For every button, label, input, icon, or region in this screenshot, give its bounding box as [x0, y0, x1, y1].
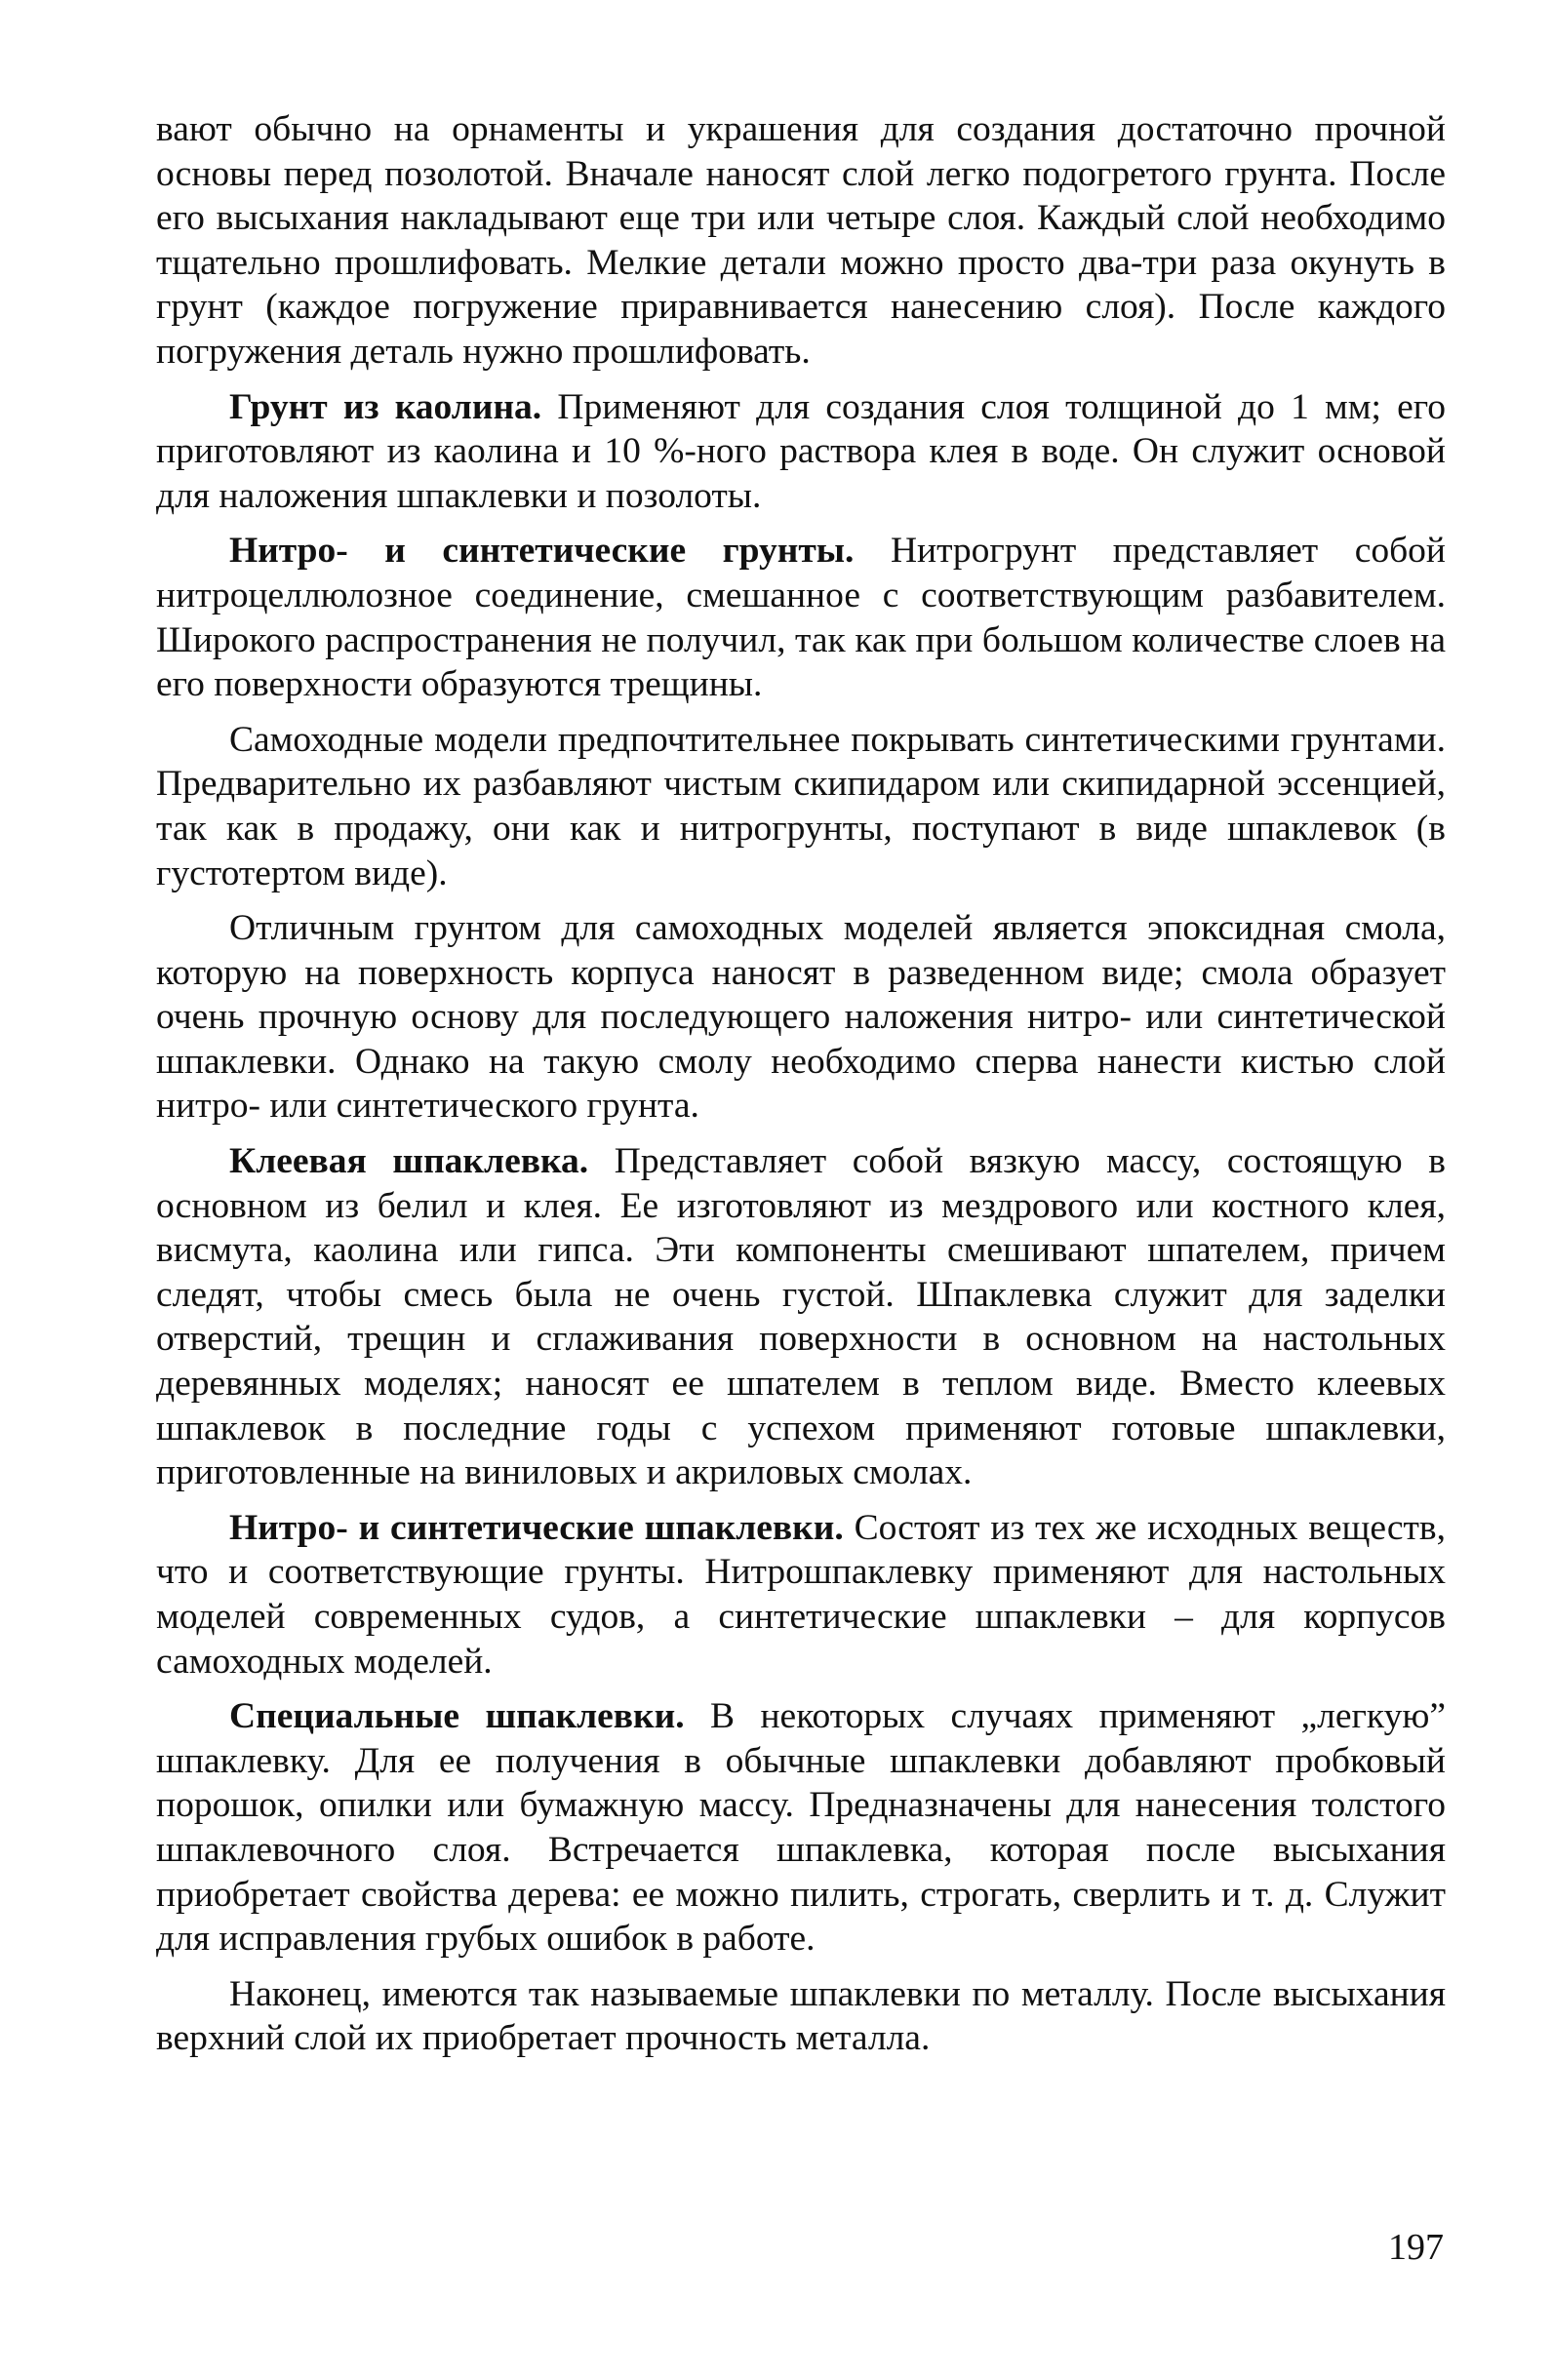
- paragraph-text: Самоходные модели предпочтительнее покрывать синтетическими грунтами. Предварительно их разбавляют чистым скипидаром или скипидарной эссенцией, так как в продажу, они как и нитрогрунты, поступают в виде шпаклевок (в густотертом виде).: [156, 719, 1446, 893]
- paragraph-glue-putty: [156, 1139, 1446, 1495]
- paragraph-kaolin-primer: [156, 385, 1446, 519]
- paragraph-text: Отличным грунтом для самоходных моделей является эпоксидная смола, которую на поверхность корпуса наносят в разведенном виде; смола образует очень прочную основу для последующего наложения нитро- или синтетической шпаклевки. Однако на такую смолу необходимо сперва нанести кистью слой нитро- или синтетического грунта.: [156, 908, 1446, 1127]
- paragraph-text: Применяют для создания слоя толщиной до 1 мм; его приготовляют из каолина и 10 %-ного раствора клея в воде. Он служит основой для наложения шпаклевки и позолоты.: [156, 386, 1446, 516]
- paragraph-term: Нитро- и синтетические грунты.: [229, 531, 855, 572]
- paragraph-metal-putty: [156, 1972, 1446, 2061]
- paragraph-text: Представляет собой вязкую массу, состоящую в основном из белил и клея. Ее изготовляют из мездрового или костного клея, висмута, каолина или гипса. Эти компоненты смешивают шпателем, причем следят, чтобы смесь была не очень густой. Шпаклевка служит для заделки отверстий, трещин и сглаживания поверхности в основном на настольных деревянных моделях; наносят ее шпателем в теплом виде. Вместо клеевых шпаклевок в последние годы с успехом применяют готовые шпаклевки, приготовленные на виниловых и акриловых смолах.: [156, 1141, 1446, 1493]
- paragraph-self-propelled: [156, 718, 1446, 895]
- paragraph-text: Нитрогрунт представляет собой нитроцеллюлозное соединение, смешанное с соответствующим разбавителем. Широкого распространения не получил, так как при большом количестве слоев на его поверхности образуются трещины.: [156, 531, 1446, 705]
- paragraph-continuation: [156, 107, 1446, 375]
- page-number: 197: [1388, 2227, 1444, 2268]
- paragraph-nitro-primers: [156, 529, 1446, 706]
- paragraph-term: Клеевая шпаклевка.: [229, 1141, 589, 1182]
- page-body: [156, 107, 1446, 2061]
- paragraph-special-putty: [156, 1694, 1446, 1962]
- paragraph-text: Наконец, имеются так называемые шпаклевки по металлу. После высыхания верхний слой их приобретает прочность металла.: [156, 1973, 1446, 2059]
- paragraph-term: Специальные шпаклевки.: [229, 1696, 685, 1737]
- paragraph-text: В некоторых случаях применяют „легкую” шпаклевку. Для ее получения в обычные шпаклевки добавляют пробковый порошок, опилки или бумажную массу. Предназначены для нанесения толстого шпаклевочного слоя. Встречается шпаклевка, которая после высыхания приобретает свойства дерева: ее можно пилить, строгать, сверлить и т. д. Служит для исправления грубых ошибок в работе.: [156, 1696, 1446, 1960]
- paragraph-term: Нитро- и синтетические шпаклевки.: [229, 1507, 844, 1548]
- paragraph-epoxy: [156, 906, 1446, 1129]
- paragraph-text: Состоят из тех же исходных веществ, что и соответствующие грунты. Нитрошпаклевку применяют для настольных моделей современных судов, а синтетические шпаклевки – для корпусов самоходных моделей.: [156, 1507, 1447, 1682]
- paragraph-nitro-putty: [156, 1506, 1446, 1684]
- paragraph-text: вают обычно на орнаменты и украшения для создания достаточно прочной основы перед позолотой. Вначале наносят слой легко подогретого грунта. После его высыхания накладывают еще три или четыре слоя. Каждый слой необходимо тщательно прошлифовать. Мелкие детали можно просто два-три раза окунуть в грунт (каждое погружение приравнивается нанесению слоя). После каждого погружения деталь нужно прошлифовать.: [156, 109, 1446, 372]
- paragraph-term: Грунт из каолина.: [229, 386, 542, 427]
